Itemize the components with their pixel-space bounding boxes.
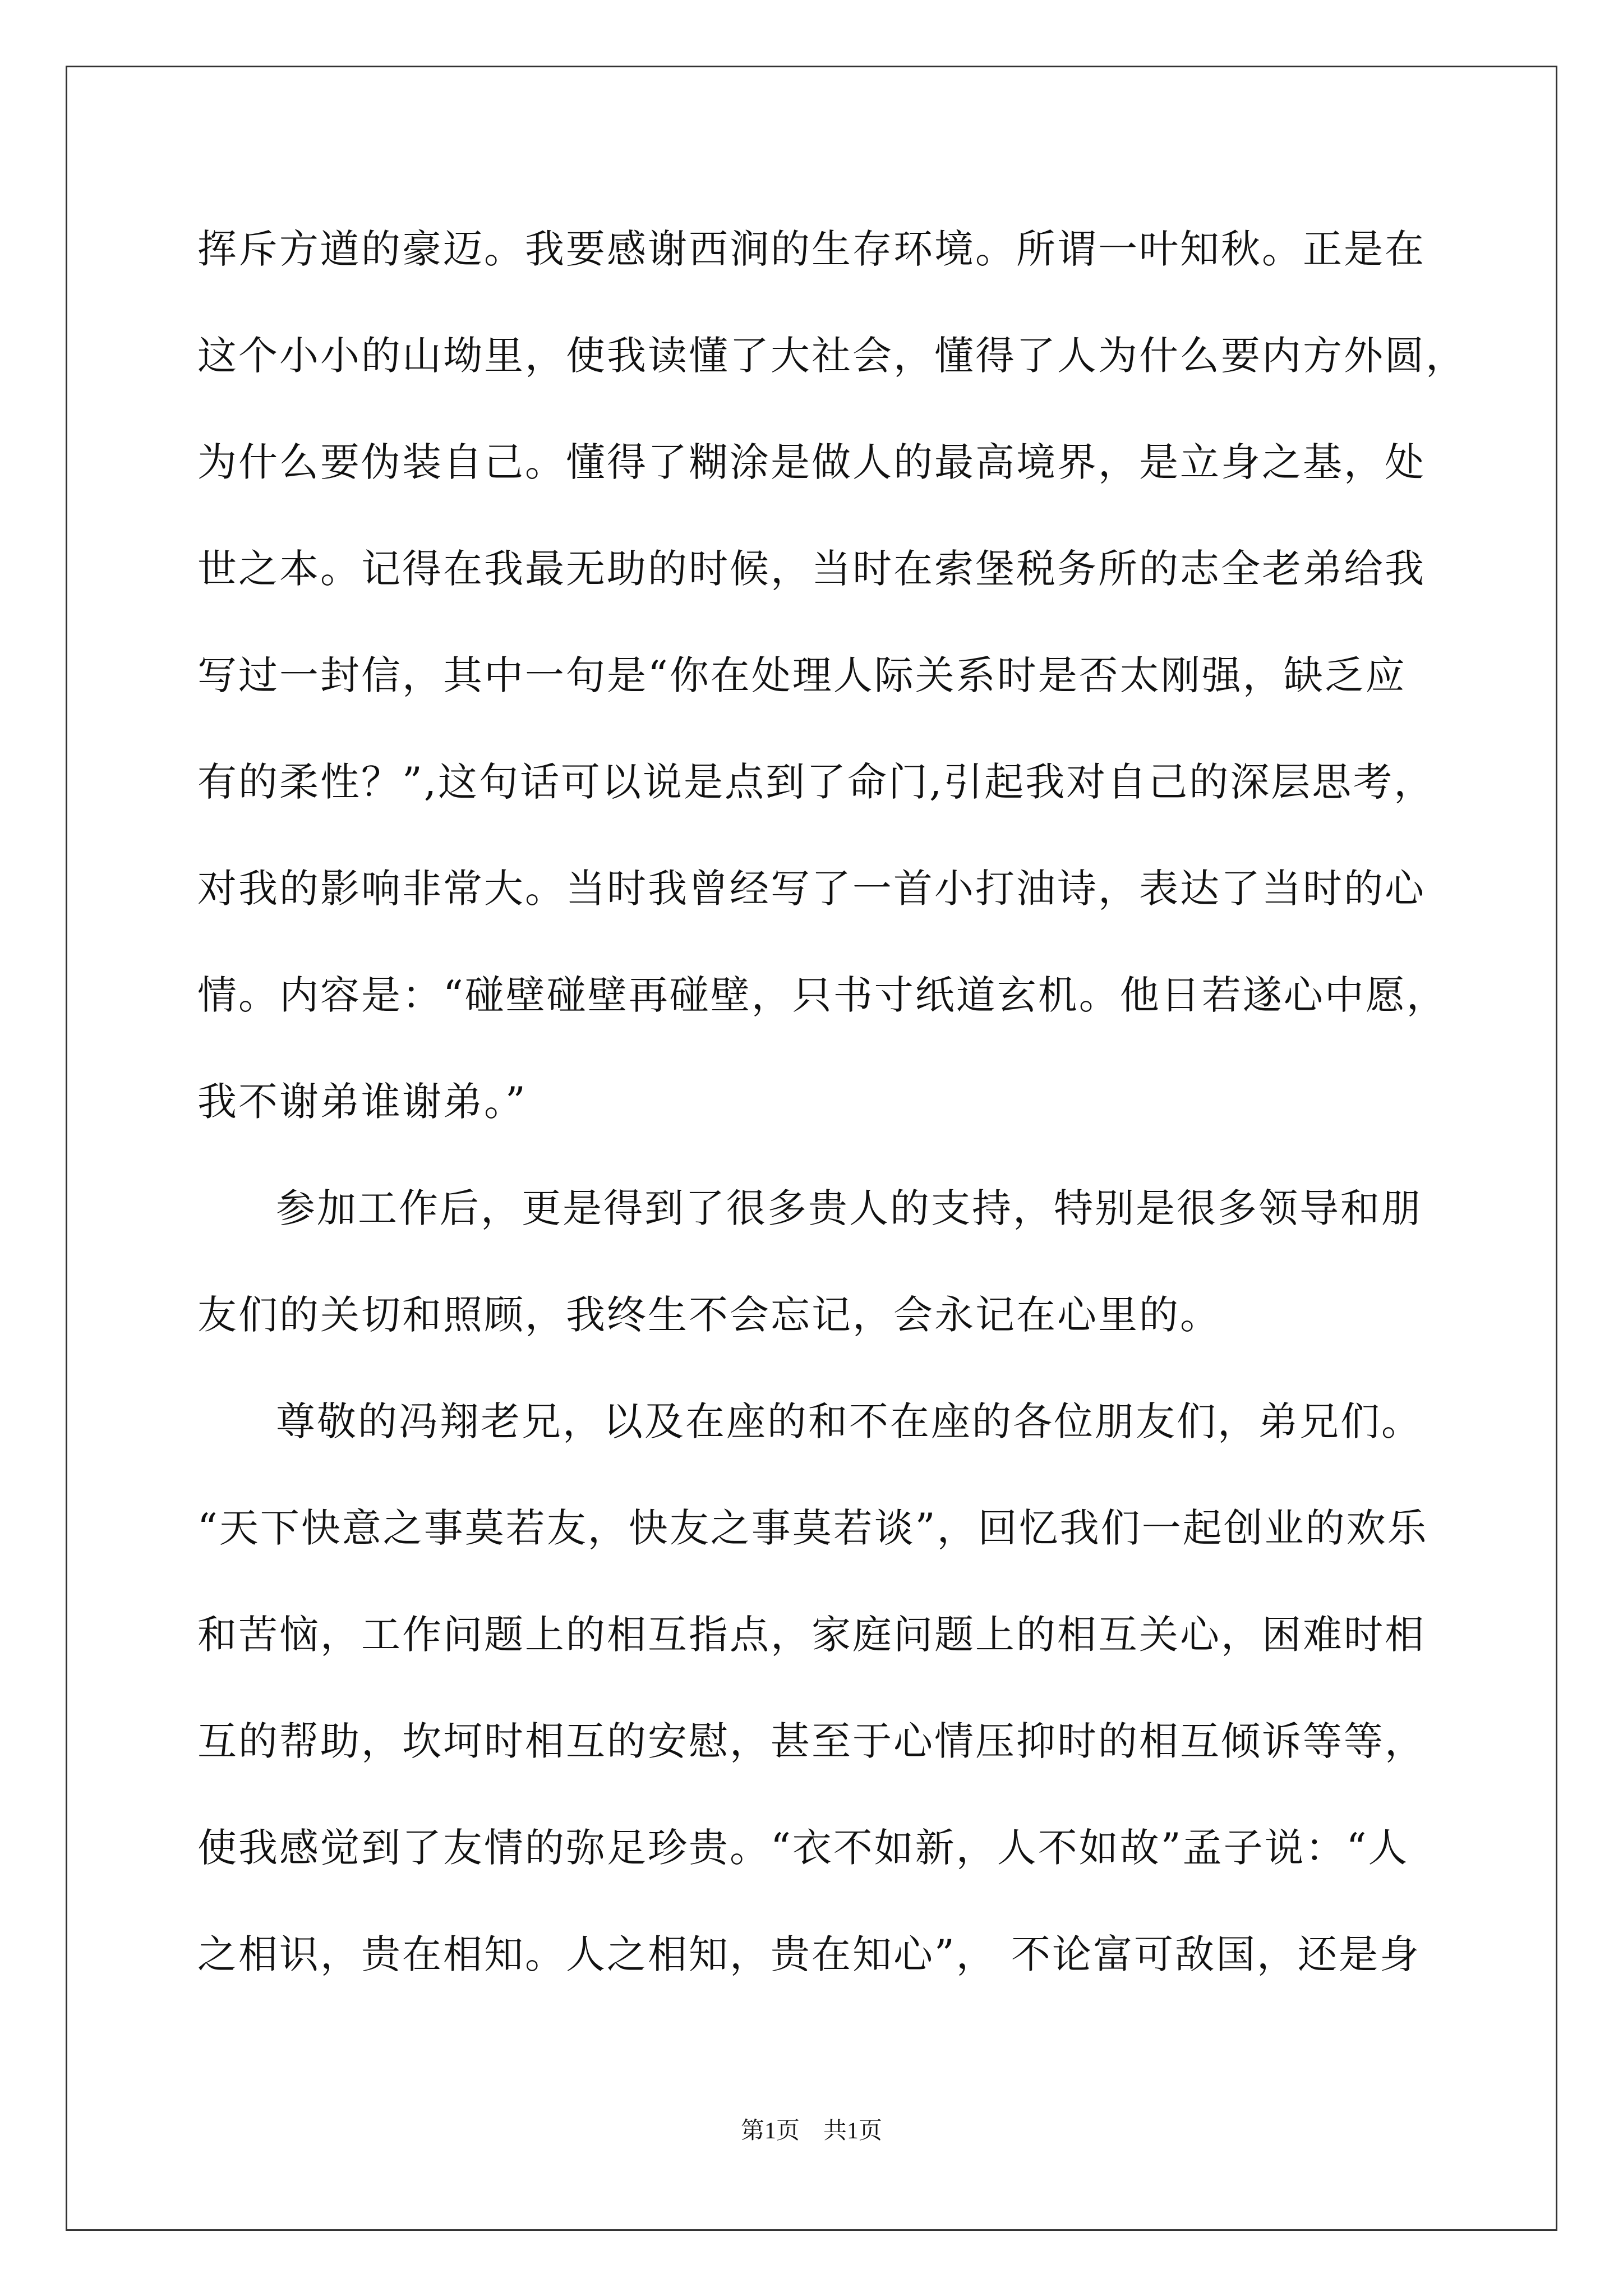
page-footer: 第1页 共1页 xyxy=(740,2118,882,2144)
paragraph-start-line: 参加工作后，更是得到了很多贵人的支持，特别是很多领导和朋 xyxy=(276,1185,1422,1231)
text-line: “天下快意之事莫若友，快友之事莫若谈”，回忆我们一起创业的欢乐 xyxy=(197,1505,1428,1551)
text-line: 互的帮助，坎坷时相互的安慰，甚至于心情压抑时的相互倾诉等等， xyxy=(197,1718,1426,1764)
text-line: 有的柔性？”,这句话可以说是点到了命门,引起我对自己的深层思考， xyxy=(197,759,1435,805)
text-line: 世之本。记得在我最无助的时候，当时在索堡税务所的志全老弟给我 xyxy=(197,546,1426,592)
text-line: 和苦恼，工作问题上的相互指点，家庭问题上的相互关心，困难时相 xyxy=(197,1612,1426,1658)
text-line: 友们的关切和照顾，我终生不会忘记，会永记在心里的。 xyxy=(197,1292,1221,1338)
text-line: 使我感觉到了友情的弥足珍贵。“衣不如新，人不如故”孟子说：“人 xyxy=(197,1825,1409,1871)
text-line: 挥斥方遒的豪迈。我要感谢西涧的生存环境。所谓一叶知秋。正是在 xyxy=(197,226,1426,272)
text-line: 对我的影响非常大。当时我曾经写了一首小打油诗，表达了当时的心 xyxy=(197,866,1426,912)
text-line: 情。内容是：“碰壁碰壁再碰壁，只书寸纸道玄机。他日若遂心中愿， xyxy=(197,972,1447,1018)
text-line: 写过一封信，其中一句是“你在处理人际关系时是否太刚强，缺乏应 xyxy=(197,652,1407,698)
text-line: 这个小小的山坳里，使我读懂了大社会，懂得了人为什么要内方外圆， xyxy=(197,333,1467,379)
paragraph-start-line: 尊敬的冯翔老兄，以及在座的和不在座的各位朋友们，弟兄们。 xyxy=(276,1398,1422,1444)
text-line: 我不谢弟谁谢弟。” xyxy=(197,1079,527,1125)
document-body xyxy=(197,219,1467,2031)
text-line: 为什么要伪装自己。懂得了糊涂是做人的最高境界，是立身之基，处 xyxy=(197,439,1426,485)
text-line: 之相识，贵在相知。人之相知，贵在知心”， 不论富可敌国，还是身 xyxy=(197,1931,1421,1977)
